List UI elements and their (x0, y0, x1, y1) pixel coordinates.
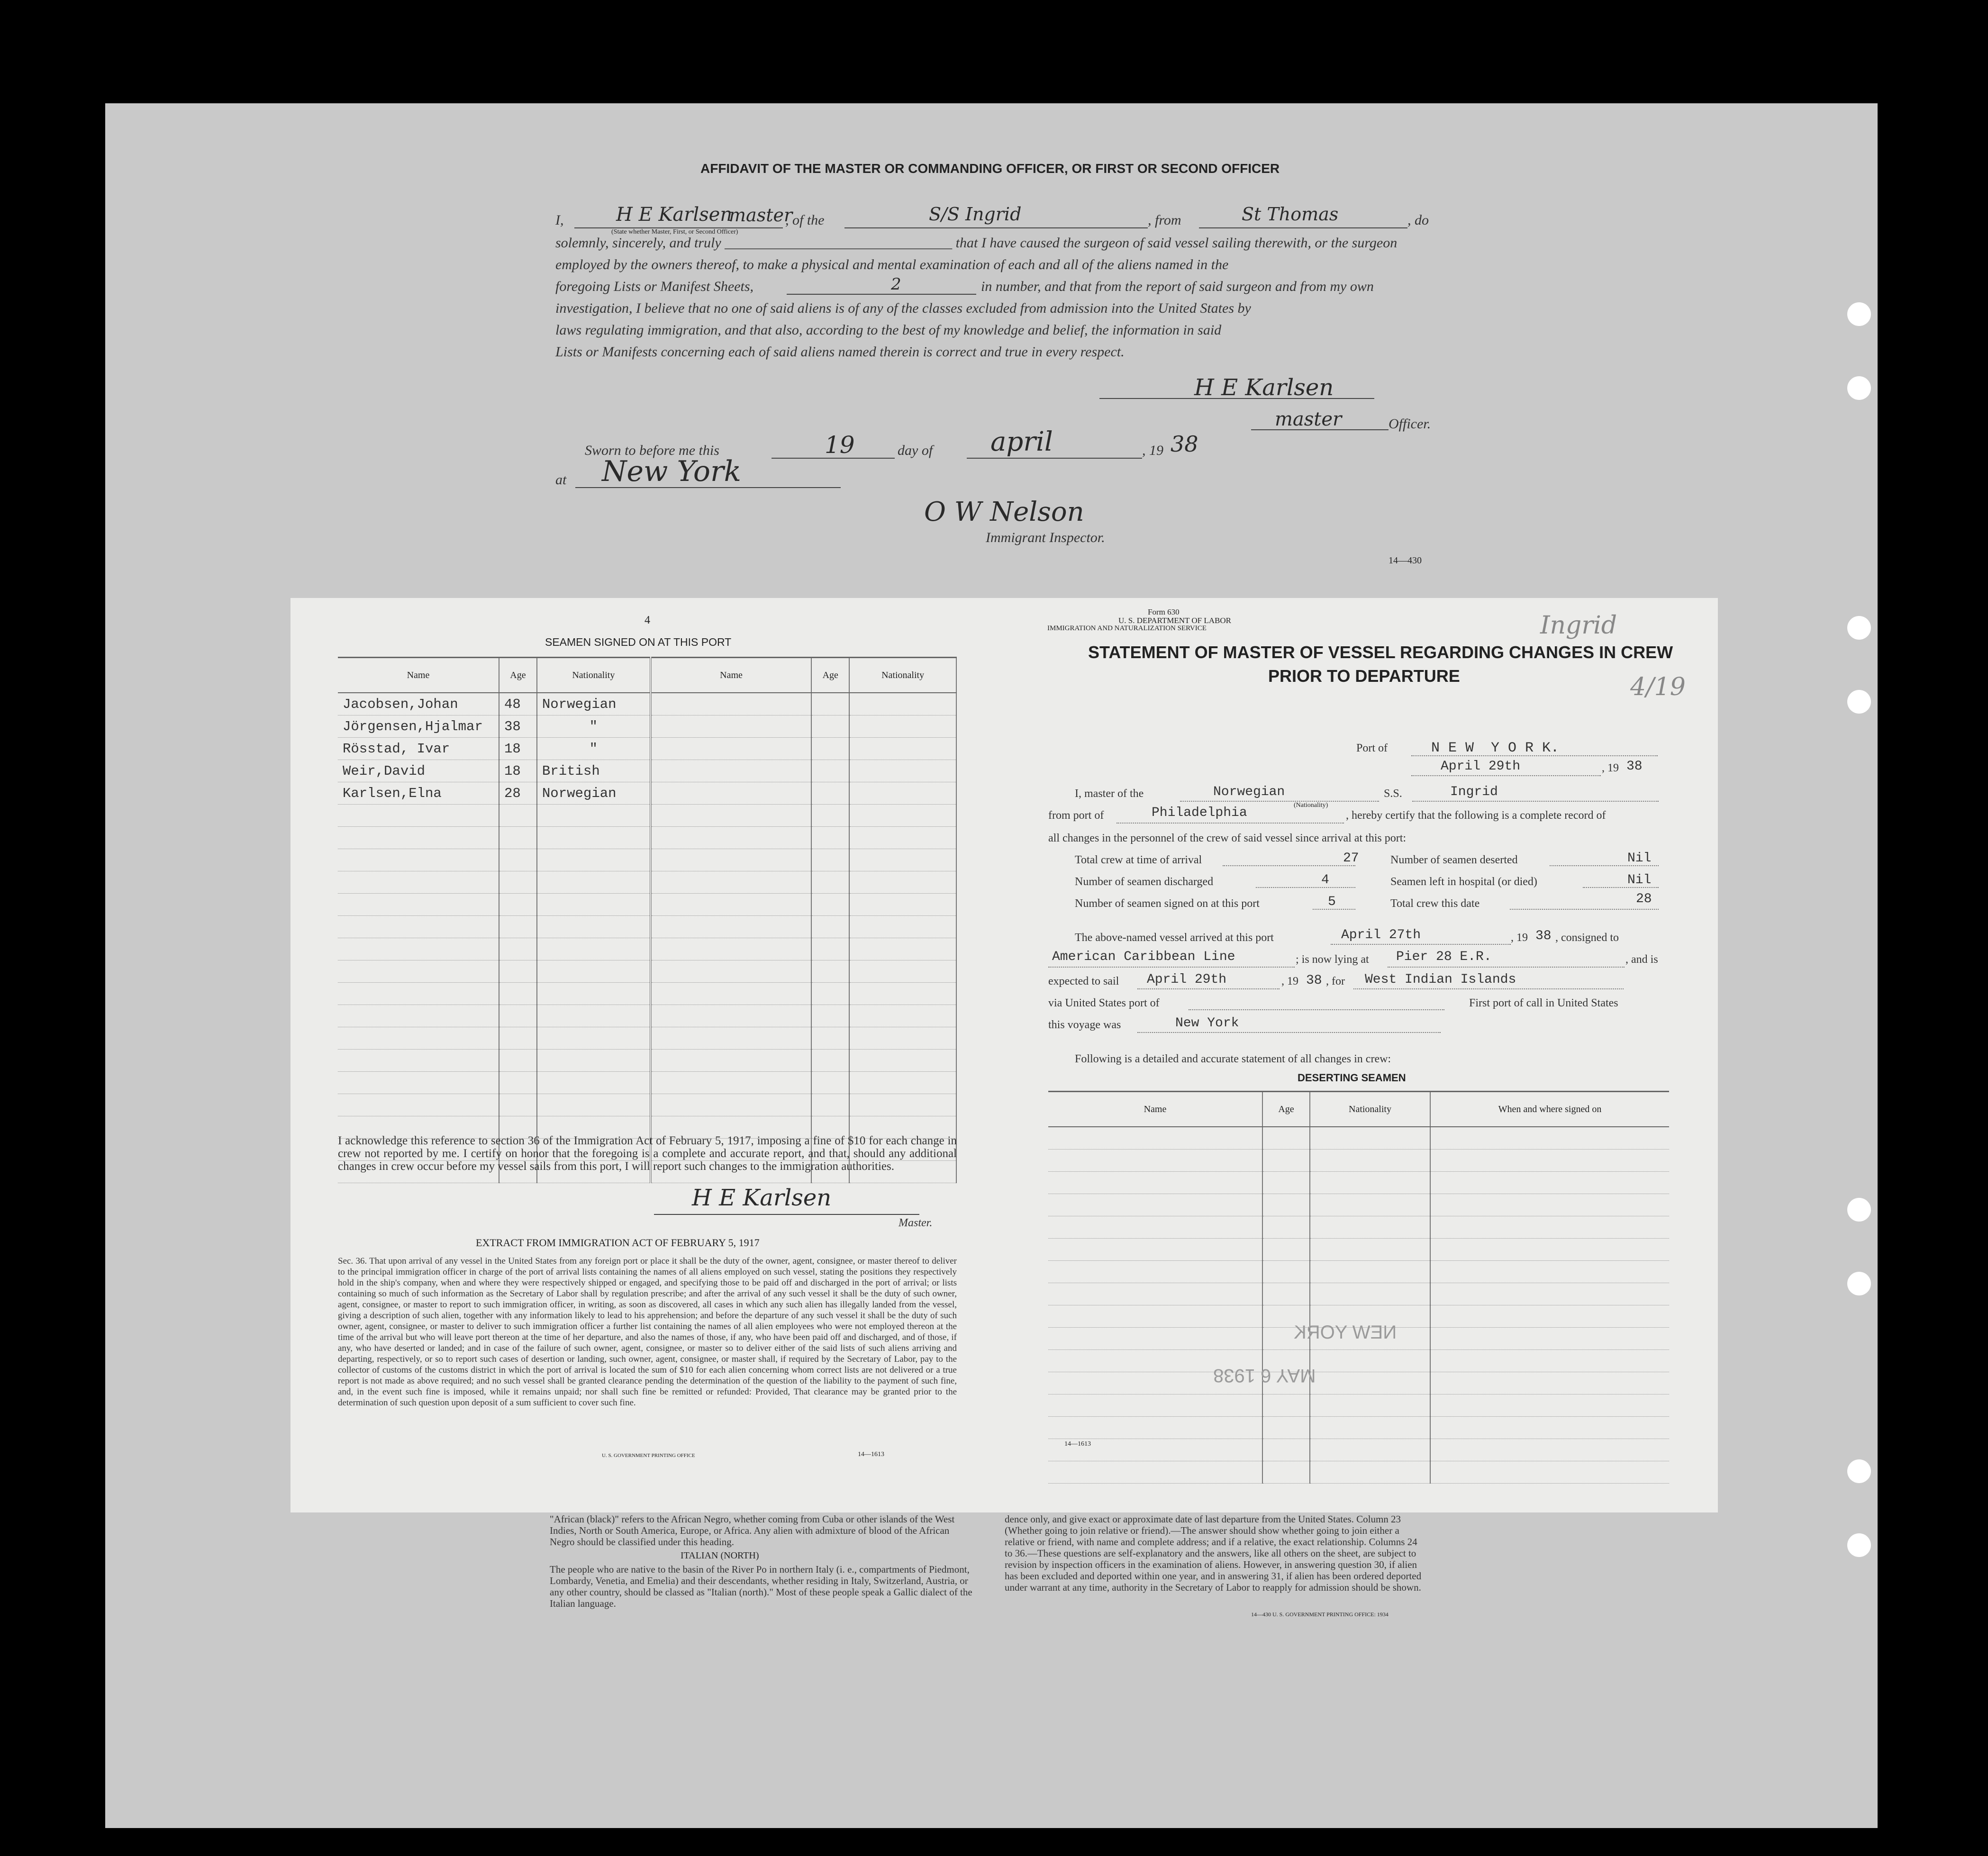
card-master-signature: H E Karlsen (692, 1185, 832, 1211)
affidavit-i-label: I, (555, 212, 564, 228)
state-note: (State whether Master, First, or Second Officer) (611, 228, 738, 235)
affidavit-title: AFFIDAVIT OF THE MASTER OR COMMANDING OFFICER, OR FIRST OR SECOND OFFICER (700, 161, 1280, 176)
port-label: Port of (1356, 742, 1388, 754)
bottom-footer: 14—430 U. S. GOVERNMENT PRINTING OFFICE: 1934 (1251, 1611, 1389, 1618)
seaman-name: Rösstad, Ivar (338, 738, 499, 760)
printer-line: U. S. GOVERNMENT PRINTING OFFICE (602, 1453, 695, 1458)
affidavit-line: Lists or Manifests concerning each of said aliens named therein is correct and true in every respect. (555, 344, 1125, 360)
col-name-header: Name (338, 658, 499, 693)
sworn-month: april (990, 426, 1053, 457)
table-row (338, 782, 956, 805)
consignee: American Caribbean Line (1052, 950, 1235, 964)
affidavit-line: investigation, I believe that no one of said aliens is of any of the classes excluded from admission into the United States by (555, 300, 1251, 316)
seaman-nationality: Norwegian (537, 782, 651, 805)
port-value: N E W Y O R K. (1431, 740, 1560, 756)
table-row (338, 715, 956, 738)
col-name-header: Name (1048, 1092, 1262, 1127)
master-of-label: I, master of the (1075, 788, 1144, 800)
from-label: , from (1148, 212, 1181, 228)
date-year-label: , 19 (1602, 762, 1619, 774)
do-label: , do (1407, 212, 1429, 228)
inspector-signature: O W Nelson (924, 497, 1084, 527)
for-label: , for (1326, 975, 1345, 987)
signed-on: 5 (1328, 895, 1336, 909)
punch-hole (1847, 1198, 1871, 1222)
corner-annotation-date: 4/19 (1630, 673, 1686, 701)
seamen-signed-table (338, 657, 957, 1183)
arrived-value: April 27th (1341, 928, 1421, 942)
nationality-value: Norwegian (1213, 785, 1285, 799)
master-signature: H E Karlsen (1194, 374, 1334, 401)
italian-definition: The people who are native to the basin of the River Po in northern Italy (i. e., compartments of Piedmont, Lombardy, Venetia, and Emelia) and their descendants, whether residing in Italy, Switzerland, Austria, or any other country, should be classed as "Italian (north)." Most of these people speak a Gallic dialect of the Italian language. (550, 1564, 972, 1609)
sail-year-label: , 19 (1281, 975, 1298, 987)
affidavit-line: laws regulating immigration, and that also, according to the best of my knowledge and belief, the information in said (555, 322, 1222, 338)
col-age-header: Age (499, 658, 537, 693)
day-of-label: day of (898, 443, 933, 458)
sworn-year: 38 (1171, 431, 1198, 457)
year-prefix: , 19 (1142, 443, 1163, 458)
punch-hole (1847, 616, 1871, 640)
hospital: Nil (1627, 873, 1652, 887)
seaman-nationality: " (537, 715, 651, 738)
vessel-name: S/S Ingrid (929, 204, 1022, 225)
officer-label: Officer. (1389, 416, 1431, 432)
col-age-header: Age (811, 658, 849, 693)
punch-hole (1847, 1459, 1871, 1483)
italian-heading: ITALIAN (NORTH) (681, 1550, 759, 1561)
and-is-label: , and is (1625, 953, 1658, 966)
seaman-age: 18 (499, 760, 537, 782)
at-label: at (555, 472, 567, 488)
expected-label: expected to sail (1048, 975, 1119, 987)
left-form-no: 14—1613 (858, 1451, 884, 1458)
arrived-label: The above-named vessel arrived at this port (1075, 932, 1274, 944)
col-nat-header: Nationality (1310, 1092, 1430, 1127)
total-date-label: Total crew this date (1390, 897, 1480, 910)
seaman-age: 38 (499, 715, 537, 738)
punch-hole (1847, 1272, 1871, 1295)
discharged-label: Number of seamen discharged (1075, 876, 1214, 888)
sail-date: April 29th (1147, 972, 1227, 987)
deserting-seamen-table (1048, 1091, 1669, 1484)
affidavit-line: in number, and that from the report of said surgeon and from my own (981, 279, 1374, 294)
date-year: 38 (1626, 759, 1643, 774)
affidavit-line: foregoing Lists or Manifest Sheets, (555, 279, 754, 294)
affidavit-form-no: 14—430 (1389, 555, 1422, 566)
total-arrival-label: Total crew at time of arrival (1075, 854, 1202, 866)
extract-text: Sec. 36. That upon arrival of any vessel in the United States from any foreign port or place it shall be the duty of the owner, agent, consignee, or master thereof to deliver to the principal immigration officer in charge of the port of arrival lists containing the names of all aliens employed on such vessel, stating the positions they respectively hold in the ship's company, when and where they were respectively shipped or engaged, and specifying those to be paid off and discharged in the port of arrival; or lists containing so much of such information as the Secretary of Labor shall by regulation prescribe; and after the arrival of any such vessel it shall be the duty of such owner, agent, consignee, or master to report to such immigration officer, in writing, as soon as discovered, all cases in which any such alien has illegally landed from the vessel, giving a description of such alien, together with any information likely to lead to his apprehension; and before the departure of any such vessel it shall be the duty of such owner, agent, consignee, or master to deliver to such immigration officer a further list containing the names of all alien employees who were not employed thereon at the time of the arrival but who will leave port thereon at the time of her departure, and also the names of those, if any, who have been paid off and discharged, and of those, if any, who have deserted or landed; and in case of the failure of such owner, agent, consignee, or master so to deliver either of the said lists of such aliens arriving and departing, respectively, or so to report such cases of desertion or landing, such owner, agent, consignee, or master shall, if required by the Secretary of Labor, pay to the collector of customs of the customs district in which the port of arrival is located the sum of $10 for each alien concerning whom correct lists are not delivered or a true report is not made as above required; and no such vessel shall be granted clearance pending the determination of the question of the liability to the payment of such fine, and, in the event such fine is imposed, while it remains unpaid; nor shall such fine be remitted or refunded: Provided, That clearance may be granted prior to the determination of such question upon deposit of a sum sufficient to cover such fine. (338, 1256, 957, 1408)
ss-label: S.S. (1384, 788, 1402, 800)
col-when-header: When and where signed on (1430, 1092, 1669, 1127)
arrived-year: 38 (1535, 929, 1552, 943)
seaman-name: Jörgensen,Hjalmar (338, 715, 499, 738)
changes-line: all changes in the personnel of the crew of said vessel since arrival at this port: (1048, 832, 1407, 844)
affidavit-line: solemnly, sincerely, and truly ________________________________ that I have caused the surgeon of said vessel sailing therewith, or the surgeon (555, 235, 1398, 251)
sworn-place: New York (602, 455, 741, 488)
instructions-text: dence only, and give exact or approximate date of last departure from the United States. Column 23 (Whether going to join relative or friend).—The answer should show whether going to join either a relative or friend, with name and complete address; and if a relative, the exact relationship. Columns 24 to 36.—These questions are self-explanatory and the answers, like all others on the sheet, are subject to revision by inspection officers in the examination of aliens. However, in answering question 30, if alien has been excluded and deported within one year, and in answering 31, if alien has been ordered deported under warrant at any time, authority in the Secretary of Labor to reapply for admission should be shown. (1005, 1513, 1422, 1593)
corner-annotation: Ingrid (1540, 611, 1617, 640)
sail-year: 38 (1306, 973, 1322, 988)
arrival-stamp: NEW YORK (1294, 1322, 1397, 1343)
sheets-count: 2 (891, 275, 901, 294)
seaman-age: 18 (499, 738, 537, 760)
extract-title: EXTRACT FROM IMMIGRATION ACT OF FEBRUARY 5, 1917 (476, 1237, 760, 1249)
seaman-name: Karlsen,Elna (338, 782, 499, 805)
affidavit-line: employed by the owners thereof, to make a physical and mental examination of each and all of the aliens named in the (555, 257, 1229, 272)
deserting-heading: DESERTING SEAMEN (1298, 1072, 1406, 1084)
right-form-no: 14—1613 (1064, 1440, 1091, 1448)
consigned-label: , consigned to (1555, 932, 1619, 944)
form-number: Form 630 (1148, 607, 1180, 616)
deserted: Nil (1627, 851, 1652, 866)
seaman-age: 28 (499, 782, 537, 805)
punch-hole (1847, 1533, 1871, 1557)
seamen-signed-heading: SEAMEN SIGNED ON AT THIS PORT (545, 636, 732, 648)
acknowledge-text: I acknowledge this reference to section 36 of the Immigration Act of February 5, 1917, imposing a fine of $10 for each change in crew not reported by me. I certify on honor that the foregoing is a complete and accurate report, and that, should any additional changes in crew occur before my vessel sails from this port, I will report such changes to the immigration authorities. (338, 1134, 957, 1173)
punch-hole (1847, 376, 1871, 400)
voyage-label: this voyage was (1048, 1019, 1121, 1031)
col-age-header: Age (1262, 1092, 1310, 1127)
hospital-label: Seamen left in hospital (or died) (1390, 876, 1537, 888)
department: U. S. DEPARTMENT OF LABOR (1118, 616, 1231, 625)
col-nat-header: Nationality (537, 658, 651, 693)
total-arrival: 27 (1343, 851, 1359, 866)
nationality-note: (Nationality) (1294, 802, 1328, 809)
table-row (338, 760, 956, 782)
arrival-stamp-date: MAY 6 1938 (1213, 1365, 1316, 1386)
officer-rank: master (1275, 408, 1342, 430)
col-name-header: Name (651, 658, 811, 693)
discharged: 4 (1321, 873, 1329, 887)
seaman-nationality: British (537, 760, 651, 782)
from-port: St Thomas (1242, 204, 1339, 225)
table-row (338, 738, 956, 760)
from-port-label: from port of (1048, 809, 1104, 822)
seaman-nationality: " (537, 738, 651, 760)
destination: West Indian Islands (1365, 972, 1516, 987)
signed-on-label: Number of seamen signed on at this port (1075, 897, 1260, 910)
inspector-label: Immigrant Inspector. (986, 530, 1105, 545)
card-master-label: Master. (899, 1217, 933, 1229)
statement-date: April 29th (1441, 759, 1521, 774)
master-title: master (729, 205, 793, 226)
pier: Pier 28 E.R. (1396, 950, 1492, 964)
certify-text: , hereby certify that the following is a complete record of (1346, 809, 1606, 822)
deserted-label: Number of seamen deserted (1390, 854, 1518, 866)
of-the-label: , of the (785, 212, 825, 228)
seaman-nationality: Norwegian (537, 693, 651, 715)
via-label: via United States port of (1048, 997, 1160, 1009)
first-port-label: First port of call in United States (1469, 997, 1618, 1009)
total-date: 28 (1636, 892, 1652, 906)
table-row (338, 693, 956, 715)
left-page-number: 4 (645, 614, 650, 626)
service: IMMIGRATION AND NATURALIZATION SERVICE (1047, 625, 1207, 632)
from-port-value: Philadelphia (1152, 806, 1247, 820)
lying-label: ; is now lying at (1296, 953, 1369, 966)
seaman-name: Jacobsen,Johan (338, 693, 499, 715)
sworn-label: Sworn to before me this (585, 443, 719, 458)
first-port: New York (1175, 1016, 1239, 1031)
african-definition: "African (black)" refers to the African Negro, whether coming from Cuba or other islands of the West Indies, North or South America, Europe, or Africa. Any alien with admixture of blood of the African Negro should be classified under this heading. (550, 1513, 955, 1548)
statement-title: STATEMENT OF MASTER OF VESSEL REGARDING CHANGES IN CREW (1088, 643, 1673, 662)
ship-value: Ingrid (1450, 785, 1498, 799)
punch-hole (1847, 302, 1871, 326)
sworn-day: 19 (825, 431, 855, 459)
col-nat-header: Nationality (849, 658, 956, 693)
seaman-age: 48 (499, 693, 537, 715)
seaman-name: Weir,David (338, 760, 499, 782)
arrived-year-label: , 19 (1511, 932, 1528, 944)
following-text: Following is a detailed and accurate statement of all changes in crew: (1075, 1053, 1391, 1065)
statement-subtitle: PRIOR TO DEPARTURE (1268, 666, 1460, 686)
punch-hole (1847, 690, 1871, 714)
master-name: H E Karlsen (616, 204, 733, 226)
